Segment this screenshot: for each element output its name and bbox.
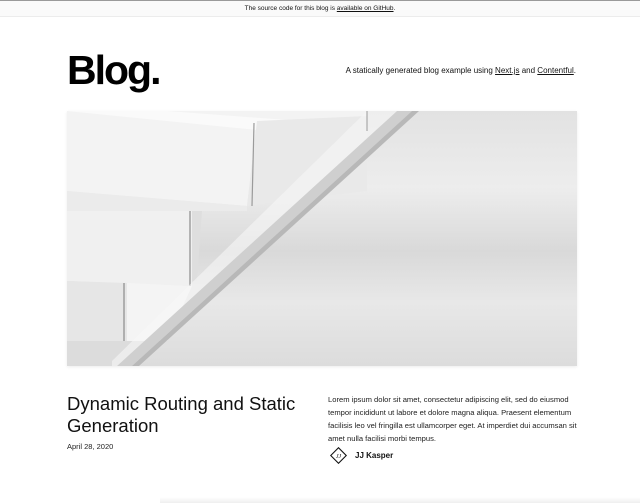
- source-code-banner: [0, 0, 640, 17]
- banner-text: The source code for this blog is: [244, 5, 337, 12]
- svg-text:JJ: JJ: [335, 454, 342, 460]
- github-link[interactable]: available on GitHub: [336, 5, 394, 12]
- tagline-suffix: .: [573, 66, 576, 75]
- author-avatar-icon: [330, 447, 347, 464]
- banner-suffix: .: [393, 5, 396, 12]
- hero-cover-image[interactable]: [67, 111, 577, 366]
- tagline-and: and: [519, 66, 538, 75]
- contentful-link[interactable]: Contentful: [537, 66, 574, 75]
- post-title[interactable]: Dynamic Routing and Static Generation: [67, 393, 296, 436]
- post-excerpt: Lorem ipsum dolor sit amet, consectetur adipiscing elit, sed do eiusmod tempor incididunt ut labore et dolore magna aliqua. Praesent elementum facilisis leo vel fringilla est ullamcorper eget. At imperdiet dui accumsan sit amet nulla facilisi morbi tempus.: [328, 395, 577, 443]
- post-date: April 28, 2020: [67, 442, 114, 451]
- blog-logo[interactable]: Blog.: [67, 47, 160, 93]
- author: [330, 447, 393, 464]
- staircase-illustration: [67, 111, 577, 366]
- tagline-text: A statically generated blog example using: [345, 66, 496, 75]
- author-name: JJ Kasper: [355, 451, 394, 460]
- nextjs-link[interactable]: Next.js: [495, 66, 520, 75]
- site-tagline: [346, 66, 576, 76]
- bottom-fade: [160, 497, 640, 503]
